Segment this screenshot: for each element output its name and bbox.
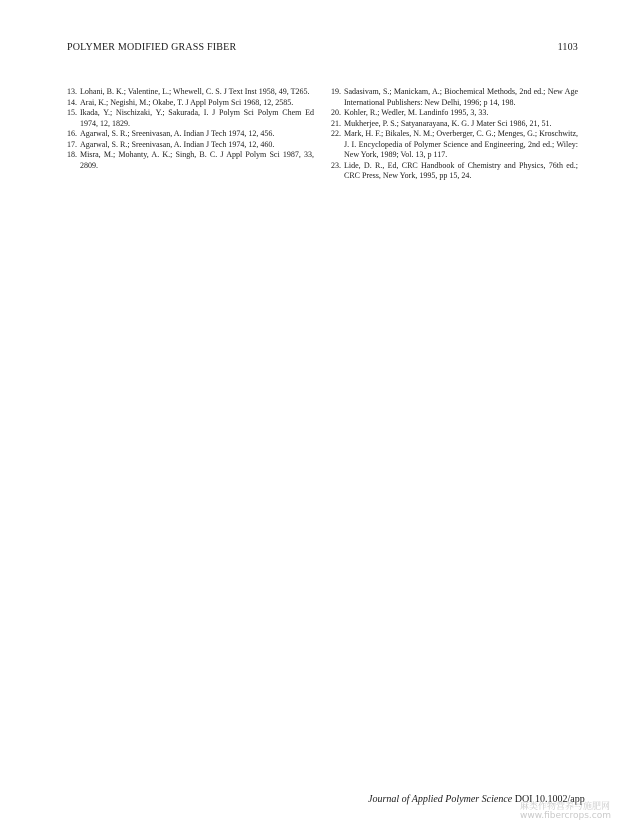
reference-text: Sadasivam, S.; Manickam, A.; Biochemical Methods, 2nd ed.; New Age International Publishers: New Delhi, 1996; p 14, 198. <box>344 87 578 107</box>
reference-item <box>331 119 578 130</box>
doi: DOI 10.1002/app <box>514 794 585 805</box>
reference-text: Agarwal, S. R.; Sreenivasan, A. Indian J Tech 1974, 12, 456. <box>80 129 275 138</box>
reference-number: 17. <box>67 139 77 149</box>
reference-number: 23. <box>331 160 341 170</box>
reference-item <box>67 129 314 140</box>
watermark-title: 麻类作物营养与施肥网 <box>520 802 611 812</box>
reference-list <box>67 87 578 182</box>
reference-column-right <box>331 87 578 182</box>
reference-item <box>67 150 314 171</box>
reference-item <box>331 161 578 182</box>
reference-item <box>331 108 578 119</box>
running-title: POLYMER MODIFIED GRASS FIBER <box>67 42 237 53</box>
reference-text: Mukherjee, P. S.; Satyanarayana, K. G. J Mater Sci 1986, 21, 51. <box>344 118 552 128</box>
reference-number: 13. <box>67 87 77 96</box>
reference-text: Arai, K.; Negishi, M.; Okabe, T. J Appl Polym Sci 1968, 12, 2585. <box>80 97 294 107</box>
reference-number: 14. <box>67 97 77 107</box>
page-number: 1103 <box>557 42 578 53</box>
reference-item <box>331 87 578 108</box>
reference-number: 20. <box>331 108 341 117</box>
reference-column-left <box>67 87 314 182</box>
watermark-url: www.fibercrops.com <box>520 811 611 821</box>
reference-number: 18. <box>67 150 77 159</box>
reference-item <box>331 129 578 161</box>
reference-number: 19. <box>331 87 341 96</box>
reference-number: 21. <box>331 118 341 128</box>
reference-item <box>67 98 314 109</box>
reference-text: Lohani, B. K.; Valentine, L.; Whewell, C. S. J Text Inst 1958, 49, T265. <box>80 87 310 96</box>
journal-name: Journal of Applied Polymer Science <box>368 794 513 805</box>
reference-text: Mark, H. F.; Bikales, N. M.; Overberger, C. G.; Menges, G.; Kroschwitz, J. I. Encyclopedia of Polymer Science and Engineering, 2nd ed.; Wiley: New York, 1989; Vol. 13, p 117. <box>344 129 578 159</box>
reference-text: Ikada, Y.; Nischizaki, Y.; Sakurada, I. J Polym Sci Polym Chem Ed 1974, 12, 1829. <box>80 108 314 128</box>
reference-number: 15. <box>67 108 77 117</box>
running-head <box>67 42 578 53</box>
reference-text: Lide, D. R., Ed, CRC Handbook of Chemistry and Physics, 76th ed.; CRC Press, New York, 1995, pp 15, 24. <box>344 160 578 180</box>
reference-number: 16. <box>67 129 77 138</box>
reference-item <box>67 108 314 129</box>
reference-text: Misra, M.; Mohanty, A. K.; Singh, B. C. J Appl Polym Sci 1987, 33, 2809. <box>80 150 314 170</box>
reference-item <box>67 87 314 98</box>
reference-text: Agarwal, S. R.; Sreenivasan, A. Indian J Tech 1974, 12, 460. <box>80 139 275 149</box>
reference-number: 22. <box>331 129 341 138</box>
reference-text: Kohler, R.; Wedler, M. Landinfo 1995, 3, 33. <box>344 108 489 117</box>
reference-item <box>67 140 314 151</box>
